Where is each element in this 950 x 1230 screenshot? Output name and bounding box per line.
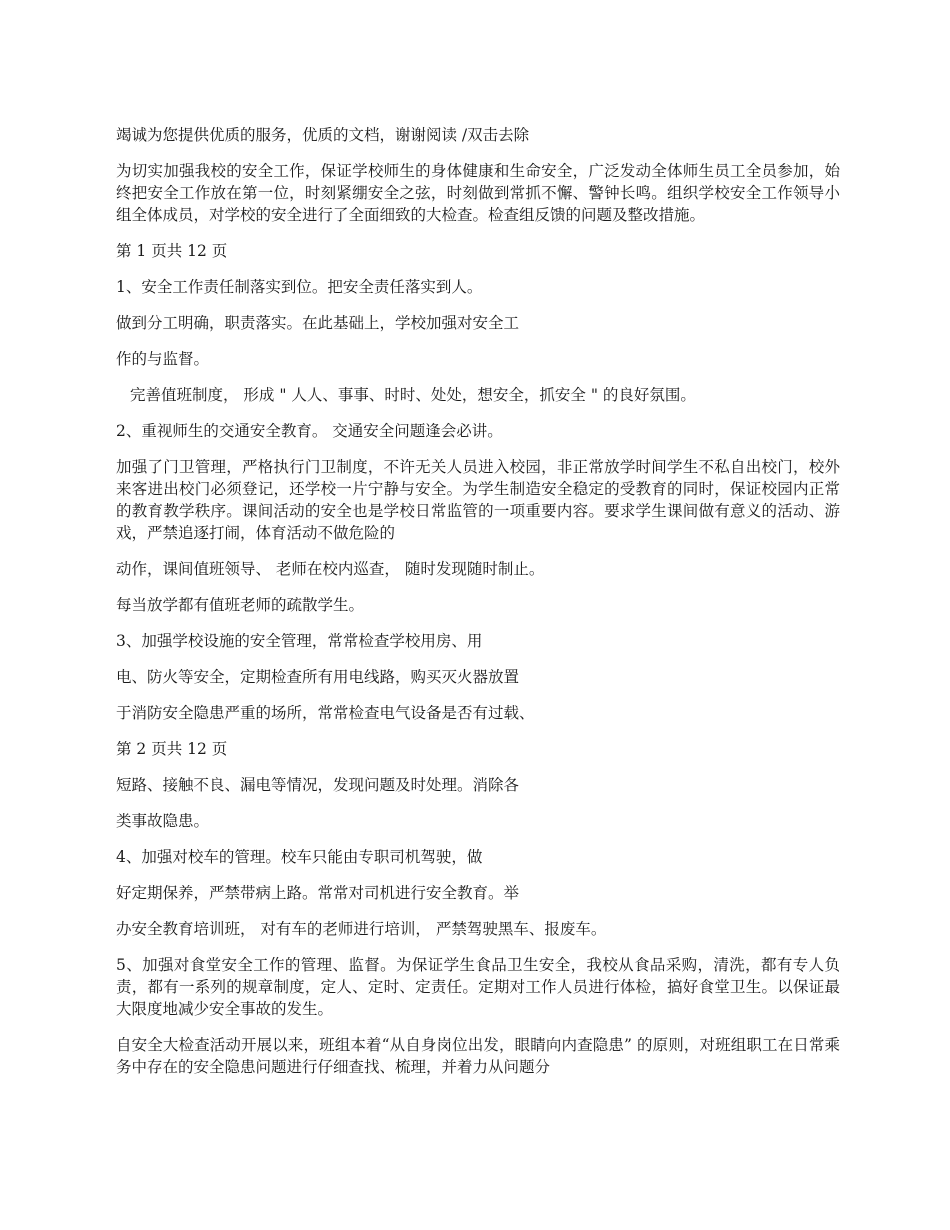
intro-paragraph: 为切实加强我校的安全工作，保证学校师生的身体健康和生命安全，广泛发动全体师生员工全员参加，始终把安全工作放在第一位，时刻紧绷安全之弦，时刻做到常抓不懈、警钟长鸣。组织学校安全工作领导小组全体成员，对学校的安全进行了全面细致的大检查。检查组反馈的问题及整改措施。 bbox=[116, 162, 840, 224]
item-3-heading: 3、加强学校设施的安全管理，常常检查学校用房、用 bbox=[116, 632, 483, 650]
item-3-line-5: 类事故隐患。 bbox=[116, 812, 210, 830]
item-2-heading: 2、重视师生的交通安全教育。 交通安全问题逢会必讲。 bbox=[116, 422, 503, 440]
page-number-1: 第 1 页共 12 页 bbox=[116, 242, 228, 260]
item-1-line-3: 作的与监督。 bbox=[116, 350, 210, 368]
item-4-line-3: 办安全教育培训班， 对有车的老师进行培训， 严禁驾驶黑车、报废车。 bbox=[116, 920, 607, 938]
item-2-dismissal-line: 每当放学都有值班老师的疏散学生。 bbox=[116, 596, 365, 614]
item-1-heading: 1、安全工作责任制落实到位。把安全责任落实到人。 bbox=[116, 278, 483, 296]
item-5-paragraph: 5、加强对食堂安全工作的管理、监督。为保证学生食品卫生安全，我校从食品采购，清洗，都有专人负责，都有一系列的规章制度，定人、定时、定责任。定期对工作人员进行体检，搞好食堂卫生。以保证最大限度地减少安全事故的发生。 bbox=[116, 956, 840, 1018]
item-2-patrol-line: 动作，课间值班领导、 老师在校内巡查， 随时发现随时制止。 bbox=[116, 560, 545, 578]
item-1-duty-system: 完善值班制度， 形成 " 人人、事事、时时、处处，想安全，抓安全 " 的良好氛围。 bbox=[130, 386, 696, 404]
item-3-line-2: 电、防火等安全，定期检查所有用电线路，购买灭火器放置 bbox=[116, 668, 520, 686]
item-2-gatekeeping-paragraph: 加强了门卫管理，严格执行门卫制度，不许无关人员进入校园，非正常放学时间学生不私自出校门，校外来客进出校门必须登记，还学校一片宁静与安全。为学生制造安全稳定的受教育的同时，保证校园内正常的教育教学秩序。课间活动的安全也是学校日常监管的一项重要内容。要求学生课间做有意义的活动、游戏，严禁追逐打闹，体育活动不做危险的 bbox=[116, 458, 840, 542]
inspection-summary-paragraph: 自安全大检查活动开展以来，班组本着“从自身岗位出发，眼睛向内查隐患” 的原则，对班组职工在日常乘务中存在的安全隐患问题进行仔细查找、梳理，并着力从问题分 bbox=[116, 1036, 840, 1076]
item-3-line-3: 于消防安全隐患严重的场所，常常检查电气设备是否有过载、 bbox=[116, 704, 535, 722]
item-4-line-2: 好定期保养，严禁带病上路。常常对司机进行安全教育。举 bbox=[116, 884, 520, 902]
header-notice: 竭诚为您提供优质的服务，优质的文档，谢谢阅读 /双击去除 bbox=[116, 126, 530, 144]
item-1-line-2: 做到分工明确，职责落实。在此基础上，学校加强对安全工 bbox=[116, 314, 520, 332]
page-number-2: 第 2 页共 12 页 bbox=[116, 740, 228, 758]
item-4-heading: 4、加强对校车的管理。校车只能由专职司机驾驶，做 bbox=[116, 848, 483, 866]
document-body bbox=[116, 124, 840, 1092]
item-3-line-4: 短路、接触不良、漏电等情况，发现问题及时处理。消除各 bbox=[116, 776, 520, 794]
